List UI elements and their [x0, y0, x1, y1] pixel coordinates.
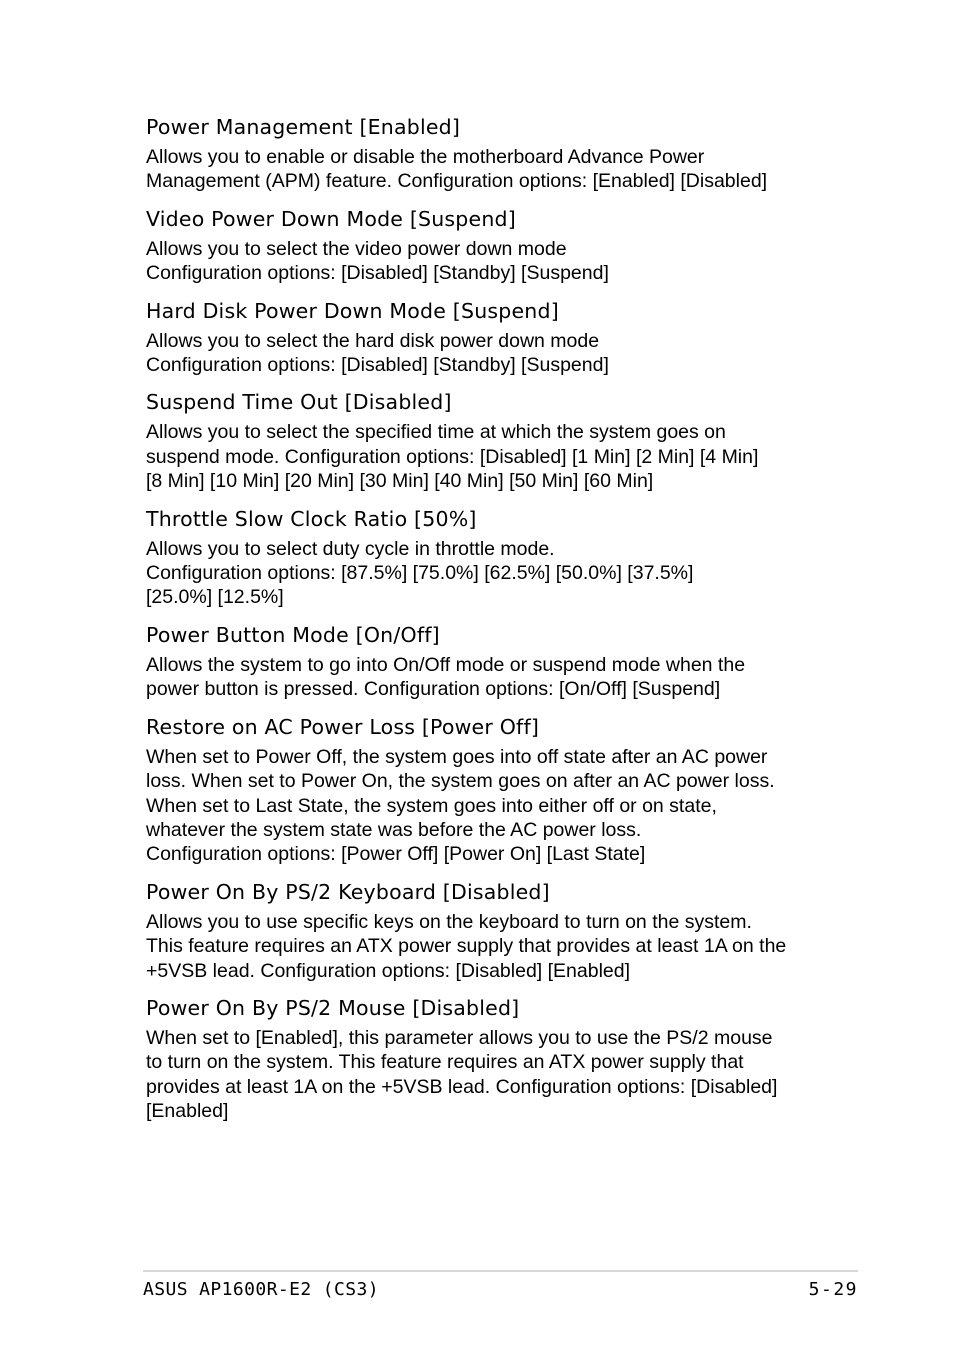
- section-title: Power On By PS/2 Keyboard [Disabled]: [146, 879, 550, 904]
- section-video-power-down-mode: [146, 205, 826, 286]
- description-line: [25.0%] [12.5%]: [146, 586, 284, 609]
- section-description: [146, 745, 826, 867]
- section-power-on-by-ps2-mouse: [146, 994, 826, 1124]
- section-title: Suspend Time Out [Disabled]: [146, 390, 452, 415]
- section-description: [146, 237, 826, 286]
- section-suspend-time-out: [146, 388, 826, 493]
- description-line: Configuration options: [87.5%] [75.0%] [62.5%] [50.0%] [37.5%]: [146, 562, 694, 585]
- description-line: Allows you to select the video power down mode: [146, 237, 567, 260]
- section-description: [146, 910, 826, 983]
- document-content: [146, 113, 826, 1135]
- page-footer: [143, 1277, 858, 1303]
- description-line: This feature requires an ATX power supply that provides at least 1A on the: [146, 935, 787, 958]
- section-power-button-mode: [146, 621, 826, 702]
- description-line: When set to Last State, the system goes into either off or on state,: [146, 794, 717, 817]
- section-throttle-slow-clock-ratio: [146, 505, 826, 610]
- footer-divider: [143, 1270, 858, 1272]
- description-line: power button is pressed. Configuration options: [On/Off] [Suspend]: [146, 678, 721, 701]
- section-title: Restore on AC Power Loss [Power Off]: [146, 714, 540, 739]
- description-line: When set to [Enabled], this parameter allows you to use the PS/2 mouse: [146, 1026, 773, 1049]
- section-description: [146, 420, 826, 493]
- section-title: Power Button Mode [On/Off]: [146, 622, 440, 647]
- description-line: Allows you to select the specified time at which the system goes on: [146, 421, 726, 444]
- section-title: Power On By PS/2 Mouse [Disabled]: [146, 995, 520, 1020]
- description-line: Configuration options: [Disabled] [Standby] [Suspend]: [146, 354, 609, 377]
- section-title: Hard Disk Power Down Mode [Suspend]: [146, 298, 559, 323]
- description-line: whatever the system state was before the AC power loss.: [146, 818, 642, 841]
- description-line: provides at least 1A on the +5VSB lead. Configuration options: [Disabled]: [146, 1075, 778, 1098]
- description-line: loss. When set to Power On, the system goes on after an AC power loss.: [146, 770, 775, 793]
- section-title: Power Management [Enabled]: [146, 115, 461, 139]
- description-line: suspend mode. Configuration options: [Disabled] [1 Min] [2 Min] [4 Min]: [146, 445, 759, 468]
- section-description: [146, 1026, 826, 1124]
- description-line: Allows you to enable or disable the motherboard Advance Power: [146, 146, 705, 168]
- description-line: +5VSB lead. Configuration options: [Disabled] [Enabled]: [146, 959, 631, 982]
- description-line: Configuration options: [Power Off] [Power On] [Last State]: [146, 843, 646, 866]
- description-line: Allows you to select duty cycle in throttle mode.: [146, 537, 555, 560]
- section-power-management: [146, 113, 826, 194]
- description-line: Allows the system to go into On/Off mode or suspend mode when the: [146, 653, 746, 676]
- description-line: Management (APM) feature. Configuration options: [Enabled] [Disabled]: [146, 170, 768, 193]
- description-line: to turn on the system. This feature requires an ATX power supply that: [146, 1051, 744, 1074]
- section-description: [146, 145, 826, 194]
- section-power-on-by-ps2-keyboard: [146, 878, 826, 983]
- section-restore-on-ac-power-loss: [146, 713, 826, 867]
- description-line: Configuration options: [Disabled] [Standby] [Suspend]: [146, 262, 609, 285]
- footer-product-name: ASUS AP1600R-E2 (CS3): [143, 1279, 379, 1300]
- section-description: [146, 653, 826, 702]
- description-line: [8 Min] [10 Min] [20 Min] [30 Min] [40 Min] [50 Min] [60 Min]: [146, 470, 654, 493]
- description-line: Allows you to use specific keys on the keyboard to turn on the system.: [146, 910, 752, 933]
- section-description: [146, 329, 826, 378]
- section-title: Throttle Slow Clock Ratio [50%]: [146, 506, 477, 531]
- description-line: [Enabled]: [146, 1100, 229, 1123]
- description-line: Allows you to select the hard disk power down mode: [146, 329, 600, 352]
- section-title: Video Power Down Mode [Suspend]: [146, 206, 516, 231]
- section-hard-disk-power-down-mode: [146, 297, 826, 378]
- footer-page-number: 5-29: [808, 1279, 858, 1300]
- section-description: [146, 537, 826, 610]
- description-line: When set to Power Off, the system goes into off state after an AC power: [146, 745, 768, 768]
